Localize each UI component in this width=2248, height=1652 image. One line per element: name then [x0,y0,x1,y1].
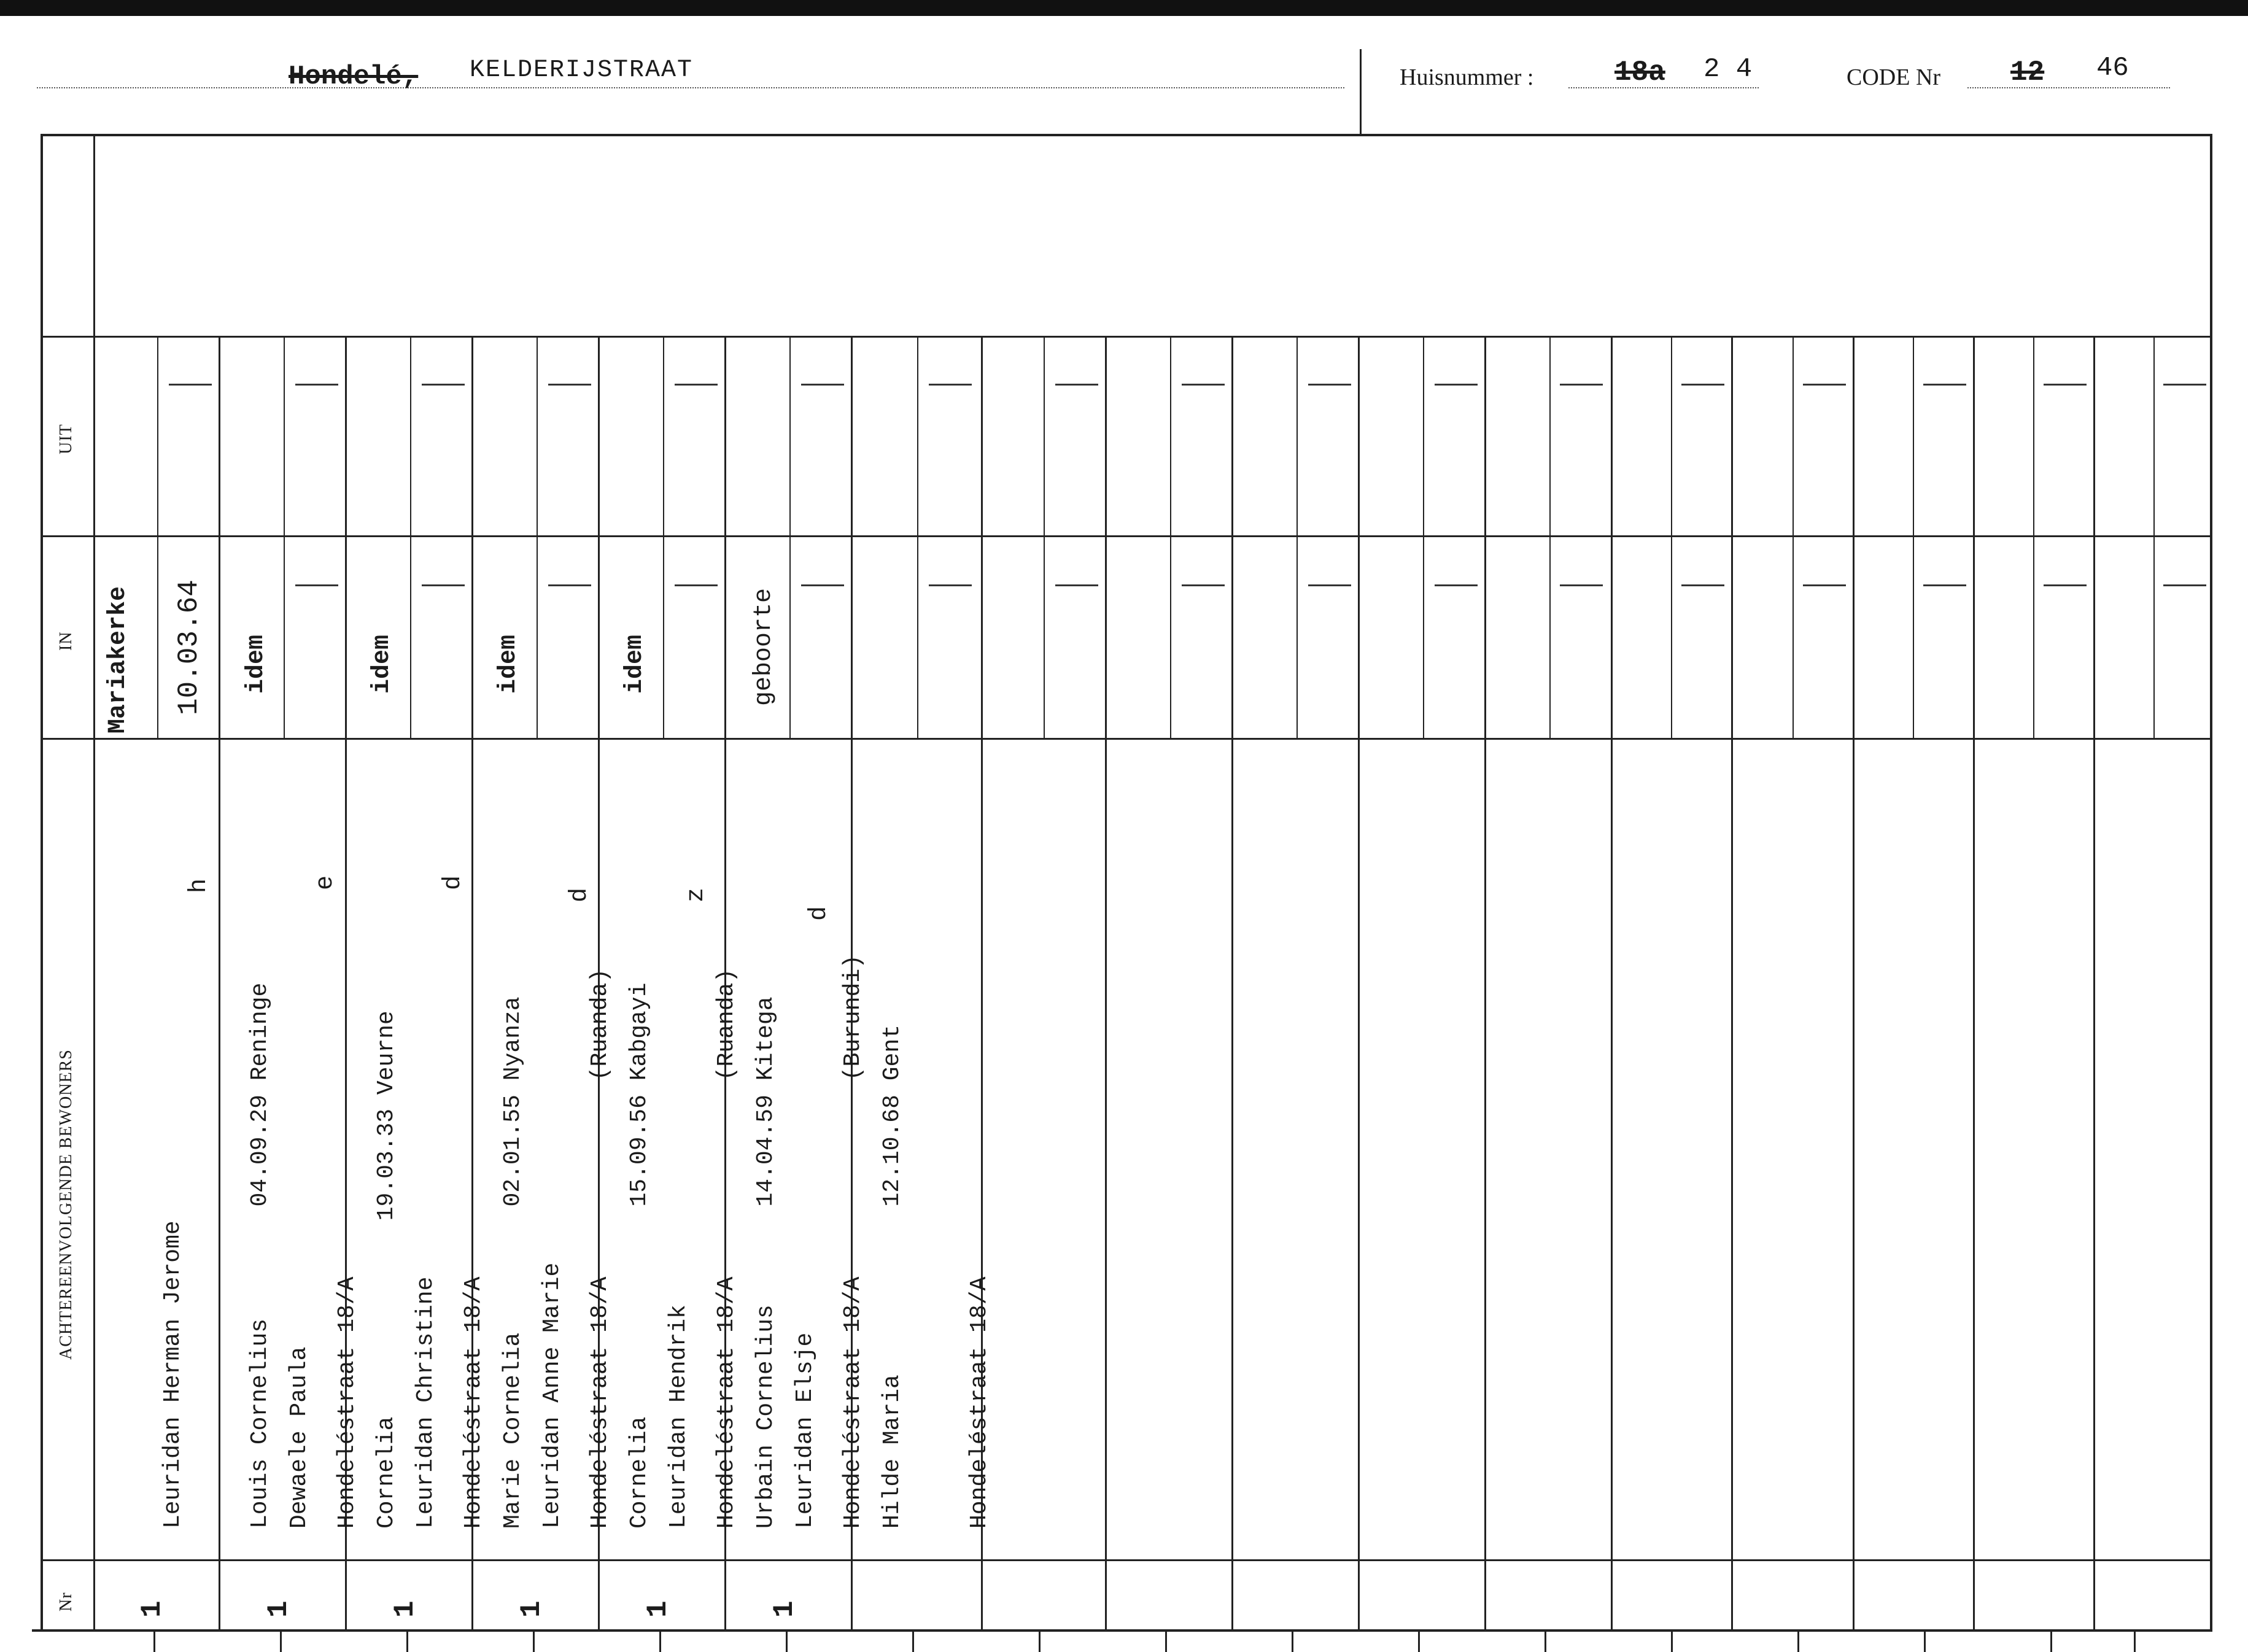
in-place: idem [368,634,396,694]
nr-section-top [41,1559,2212,1561]
sub-column-divider [1913,336,1914,738]
resident-line: Cornelia 15.09.56 Kabgayi [626,982,653,1529]
sub-column-divider [410,336,411,738]
resident-mark: d [440,875,467,890]
resident-line: Leuridan Hendrik [665,1305,692,1529]
sub-column-divider [1423,336,1424,738]
column-divider [1105,336,1107,1629]
code-number-dotline [1967,87,2170,88]
resident-mark: d [805,905,833,921]
uit-dash [801,384,844,386]
resident-mark: h [185,878,213,893]
in-dash [929,584,972,586]
uit-dash [1681,384,1724,386]
resident-line: Hondeléstraat 18/A (Burundi) [840,955,866,1529]
uit-dash [2163,384,2206,386]
in-place: geboorte [750,588,778,706]
resident-line: Marie Cornelia 02.01.55 Nyanza [500,996,526,1529]
street-name: KELDERIJSTRAAT [470,56,694,84]
resident-line: Urbain Cornelius 14.04.59 Kitega [753,996,779,1529]
uit-dash [295,384,338,386]
in-label: IN [56,631,76,651]
house-number-new: 2 4 [1703,54,1753,85]
sub-column-divider [2033,336,2034,738]
bottom-tick [1039,1631,1041,1652]
code-number-old: 12 [2010,56,2045,88]
uit-dash [675,384,718,386]
sub-column-divider [1296,336,1298,738]
top-border [0,0,2248,16]
bottom-tick [1797,1631,1799,1652]
in-dash [801,584,844,586]
bottom-tick [1292,1631,1293,1652]
column-divider [1484,336,1486,1629]
sub-column-divider [1170,336,1171,738]
house-number-label: Huisnummer : [1400,64,1534,90]
code-number-new: 46 [2096,53,2129,83]
resident-nr: 1 [389,1600,421,1618]
in-dash [422,584,465,586]
column-divider [1358,336,1360,1629]
sub-column-divider [1044,336,1045,738]
struck-place-name: Hondelé, [289,61,419,92]
bottom-tick [1924,1631,1926,1652]
column-divider [1611,336,1613,1629]
sub-column-divider [1549,336,1551,738]
in-dash [1182,584,1225,586]
bottom-tick [1671,1631,1673,1652]
bottom-tick [2050,1631,2052,1652]
sub-column-divider [157,336,158,738]
resident-line: Leuridan Elsje [792,1332,818,1529]
resident-line: Leuridan Herman Jerome [160,1220,186,1529]
column-divider [1731,336,1733,1629]
bottom-tick [659,1631,661,1652]
form-right-border [2210,134,2212,1632]
label-column-divider [93,134,95,1632]
in-section-top [41,535,2212,537]
in-dash [2163,584,2206,586]
sub-column-divider [1671,336,1672,738]
sub-column-divider [789,336,791,738]
bewoners-section-top [41,738,2212,740]
form-bottom-border [32,1629,2212,1632]
in-place: idem [621,634,649,694]
uit-dash [1182,384,1225,386]
in-place: idem [242,634,270,694]
in-dash [1560,584,1603,586]
uit-dash [2044,384,2087,386]
in-dash [675,584,718,586]
in-dash [295,584,338,586]
resident-line: Leuridan Anne Marie [539,1262,565,1529]
uit-dash [422,384,465,386]
resident-nr: 1 [136,1600,168,1618]
resident-line: Cornelia 19.03.33 Veurne [373,1010,400,1529]
resident-nr: 1 [642,1600,674,1618]
resident-line: Hondeléstraat 18/A [966,1276,993,1529]
sub-column-divider [663,336,664,738]
in-date: 10.03.64 [173,580,205,715]
form-left-border [41,134,43,1632]
bottom-tick [786,1631,788,1652]
street-dotline [37,87,1344,88]
uit-section-top [41,336,2212,338]
resident-mark: z [683,887,710,902]
bewoners-label: ACHTEREENVOLGENDE BEWONERS [56,1049,76,1360]
uit-dash [1435,384,1478,386]
uit-dash [1923,384,1966,386]
resident-line: Leuridan Christine [413,1276,439,1529]
resident-nr: 1 [769,1600,800,1618]
uit-dash [1803,384,1846,386]
in-dash [1803,584,1846,586]
column-divider [1853,336,1855,1629]
resident-line: Hondeléstraat 18/A (Ruanda) [587,968,613,1529]
uit-dash [1055,384,1098,386]
in-dash [2044,584,2087,586]
code-number-label: CODE Nr [1847,64,1941,90]
resident-nr: 1 [263,1600,295,1618]
uit-dash [929,384,972,386]
resident-line: Dewaele Paula [286,1346,312,1529]
form-top-border [41,134,2212,136]
resident-mark: d [566,887,594,902]
uit-dash [169,384,212,386]
sub-column-divider [284,336,285,738]
bottom-tick [533,1631,535,1652]
in-dash [1308,584,1351,586]
bottom-tick [1165,1631,1167,1652]
bottom-tick [1418,1631,1420,1652]
bottom-tick [912,1631,914,1652]
column-divider [2093,336,2095,1629]
in-place: Mariakerke [104,586,132,734]
in-dash [1681,584,1724,586]
bottom-tick [1545,1631,1546,1652]
resident-line: Hondeléstraat 18/A [334,1276,360,1529]
in-dash [1055,584,1098,586]
column-divider [1973,336,1975,1629]
resident-details [735,1025,1050,1529]
uit-dash [1308,384,1351,386]
uit-label: UIT [56,424,76,454]
resident-line: Louis Cornelius 04.09.29 Reninge [247,982,273,1529]
column-divider [1231,336,1233,1629]
sub-column-divider [537,336,538,738]
resident-nr: 1 [516,1600,548,1618]
house-number-old: 18a [1614,56,1665,88]
in-dash [1435,584,1478,586]
resident-line: Hondeléstraat 18/A [460,1276,487,1529]
uit-dash [548,384,591,386]
sub-column-divider [917,336,918,738]
bottom-tick [153,1631,155,1652]
in-place: idem [495,634,522,694]
header-divider [1360,49,1362,135]
bottom-tick [406,1631,408,1652]
bottom-tick [280,1631,282,1652]
uit-dash [1560,384,1603,386]
sub-column-divider [1793,336,1794,738]
bottom-tick [2134,1631,2136,1652]
in-dash [548,584,591,586]
resident-line: Hondeléstraat 18/A (Ruanda) [713,968,740,1529]
in-dash [1923,584,1966,586]
resident-line: Hilde Maria 12.10.68 Gent [879,1025,905,1529]
nr-label: Nr [56,1592,76,1611]
resident-mark: e [312,875,339,890]
sub-column-divider [2153,336,2155,738]
